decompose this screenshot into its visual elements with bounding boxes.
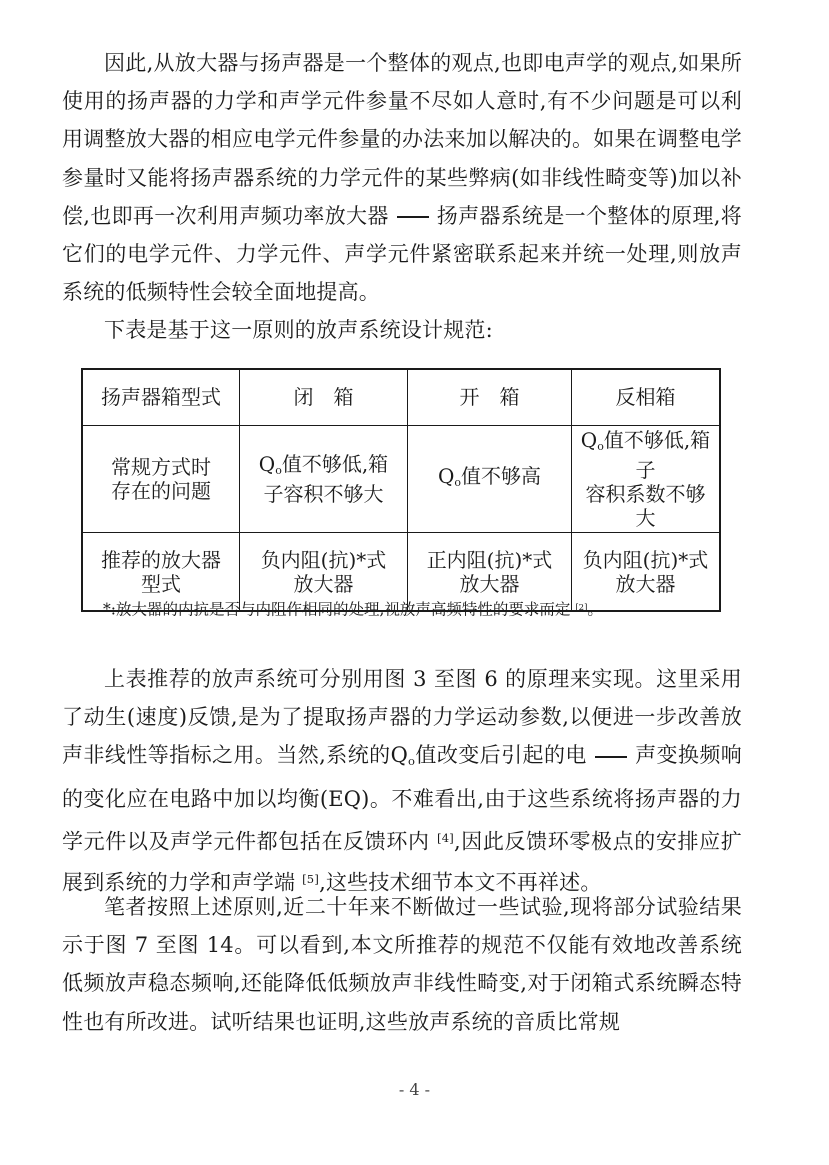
cell-text: 值不够低,箱 <box>281 451 389 476</box>
header-cell-open-box: 开 箱 <box>408 369 572 425</box>
cell-open-box-problem <box>408 425 572 533</box>
cell-bass-reflex-problem <box>572 425 721 533</box>
paragraph-text: 值改变后引起的电 <box>415 743 587 768</box>
citation-ref: [5] <box>302 872 320 887</box>
header-cell-bass-reflex: 反相箱 <box>572 369 721 425</box>
q-subscript: o <box>454 475 462 489</box>
row-label-problems <box>82 425 240 533</box>
header-cell-closed-box: 闭 箱 <box>240 369 408 425</box>
cell-text: 放大器 <box>459 571 520 596</box>
citation-ref: [4] <box>436 830 454 845</box>
label-line: 常规方式时 <box>111 454 211 479</box>
q-symbol: Q <box>258 451 276 476</box>
design-spec-table <box>81 368 721 612</box>
table-row-problems <box>82 425 720 533</box>
cell-text: 负内阻(抗)*式 <box>582 547 709 572</box>
q-subscript: o <box>408 754 416 769</box>
label-line: 推荐的放大器 <box>101 547 221 572</box>
cell-text: 值不够低,箱子 <box>603 427 711 483</box>
em-dash <box>595 756 627 758</box>
paragraph-intro-part-a: 因此,从放大器与扬声器是一个整体的观点,也即电声学的观点,如果所使用的扬声器的力学和声学元件参量不尽如人意时,有不少问题是可以利用调整放大器的相应电学元件参量的办法来加以解决的。如果在调整电学参量时又能将扬声器系统的力学元件的某些弊病(如非线性畸变等)加以补偿,也即再一次利用声频功率放大器 <box>62 51 742 228</box>
footnote-end: 。 <box>587 600 603 619</box>
cell-text: 值不够高 <box>461 463 542 488</box>
q-subscript: o <box>597 439 604 453</box>
em-dash <box>397 216 429 218</box>
q-symbol: Q <box>390 743 408 768</box>
paragraph-table-intro: 下表是基于这一原则的放声系统设计规范: <box>104 318 493 342</box>
paragraph-text: ,因此反馈环零极点的安排应扩展到系统的力学和声学端 <box>62 829 742 895</box>
paragraph-experiments: 笔者按照上述原则,近二十年来不断做过一些试验,现将部分试验结果示于图 7 至图 14。可以看到,本文所推荐的规范不仅能有效地改善系统低频放声稳态频响,还能降低低频放声非线性畸变,对于闭箱式系统瞬态特性也有所改进。试听结果也证明,这些放声系统的音质比常规 <box>62 895 742 1034</box>
footnote-text: *:放大器的内抗是否与内阻作相同的处理,视放声高频特性的要求而定 <box>103 600 571 619</box>
paragraph-implementation <box>62 660 742 902</box>
label-line: 型式 <box>141 571 181 596</box>
cell-text: 放大器 <box>293 571 354 596</box>
cell-text: 子容积不够大 <box>263 482 384 507</box>
paragraph-intro-part-b: 扬声器系统是一个整体的原理,将它们的电学元件、力学元件、声学元件紧密联系起来并统一处理,则放声系统的低频特性会较全面地提高。 <box>62 203 742 305</box>
q-symbol: Q <box>580 427 598 452</box>
label-line: 存在的问题 <box>111 478 211 503</box>
cell-text: 容积系数不够大 <box>585 482 706 531</box>
q-subscript: o <box>275 463 282 477</box>
table-footnote <box>103 596 603 622</box>
cell-text: 正内阻(抗)*式 <box>426 547 553 572</box>
paragraph-intro <box>62 44 742 311</box>
header-cell-enclosure-type: 扬声器箱型式 <box>82 369 240 425</box>
q-symbol: Q <box>437 463 455 488</box>
citation-ref: [2] <box>575 603 588 613</box>
page-number: - 4 - <box>398 1080 431 1099</box>
paragraph-text: ,这些技术细节本文不再祥述。 <box>319 870 602 895</box>
cell-closed-box-problem <box>240 425 408 533</box>
paragraph-text: 上表推荐的放声系统可分别用图 3 至图 6 的原理来实现。这里采用了动生(速度)反馈,是为了提取扬声器的力学运动参数,以便进一步改善放声非线性等指标之用。当然,系统的 <box>62 667 742 768</box>
paragraph-text: 声变换频响的变化应在电路中加以均衡(EQ)。不难看出,由于这些系统将扬声器的力学元件以及声学元件都包括在反馈环内 <box>62 743 742 854</box>
cell-text: 负内阻(抗)*式 <box>260 547 387 572</box>
cell-text: 放大器 <box>615 571 676 596</box>
table-header-row <box>82 369 720 425</box>
